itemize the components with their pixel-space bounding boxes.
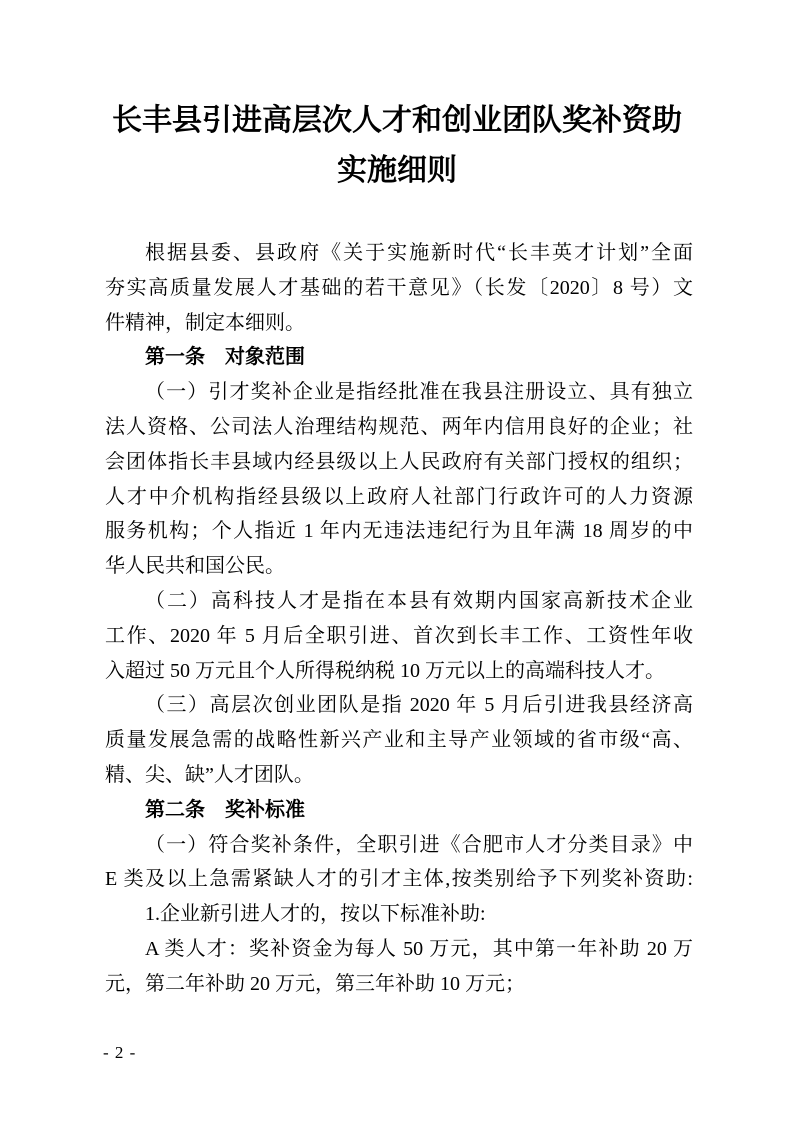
text-line: 质量发展急需的战略性新兴产业和主导产业领域的省市级“高、 bbox=[105, 729, 693, 752]
document-title-line-2: 实施细则 bbox=[337, 154, 457, 187]
text-line: 精、尖、缺”人才团队。 bbox=[105, 763, 314, 786]
text-line: 根据县委、县政府《关于实施新时代“长丰英才计划”全面 bbox=[145, 242, 693, 264]
document-title-line-1: 长丰县引进高层次人才和创业团队奖补资助 bbox=[112, 104, 682, 137]
section-heading: 第二条 奖补标准 bbox=[145, 798, 305, 821]
text-line: （一）引才奖补企业是指经批准在我县注册设立、具有独立 bbox=[145, 381, 693, 404]
text-line: 1.企业新引进人才的，按以下标准补助: bbox=[145, 903, 486, 926]
document-body bbox=[105, 236, 693, 1002]
text-line: 法人资格、公司法人治理结构规范、两年内信用良好的企业；社 bbox=[105, 415, 693, 438]
text-line: 会团体指长丰县域内经县级以上人民政府有关部门授权的组织； bbox=[105, 450, 693, 473]
text-line: 工作、2020 年 5 月后全职引进、首次到长丰工作、工资性年收 bbox=[105, 624, 693, 647]
text-line: A 类人才：奖补资金为每人 50 万元，其中第一年补助 20 万 bbox=[145, 937, 693, 960]
text-line: 件精神，制定本细则。 bbox=[105, 311, 305, 334]
text-line: 入超过 50 万元且个人所得税纳税 10 万元以上的高端科技人才。 bbox=[105, 659, 665, 682]
text-line: 服务机构；个人指近 1 年内无违法违纪行为且年满 18 周岁的中 bbox=[105, 520, 693, 543]
text-line: 华人民共和国公民。 bbox=[105, 555, 285, 578]
text-line: （一）符合奖补条件，全职引进《合肥市人才分类目录》中 bbox=[145, 833, 693, 856]
page-number: - 2 - bbox=[103, 1043, 137, 1062]
text-line: 人才中介机构指经县级以上政府人社部门行政许可的人力资源 bbox=[105, 485, 693, 508]
text-line: （二）高科技人才是指在本县有效期内国家高新技术企业 bbox=[145, 589, 693, 612]
text-line: E 类及以上急需紧缺人才的引才主体,按类别给予下列奖补资助: bbox=[105, 868, 693, 891]
section-heading: 第一条 对象范围 bbox=[145, 346, 305, 369]
text-line: 夯实高质量发展人才基础的若干意见》（长发〔2020〕8 号）文 bbox=[105, 276, 693, 299]
document-title bbox=[0, 96, 794, 196]
text-line: （三）高层次创业团队是指 2020 年 5 月后引进我县经济高 bbox=[145, 694, 693, 717]
text-line: 元，第二年补助 20 万元，第三年补助 10 万元； bbox=[105, 972, 525, 995]
